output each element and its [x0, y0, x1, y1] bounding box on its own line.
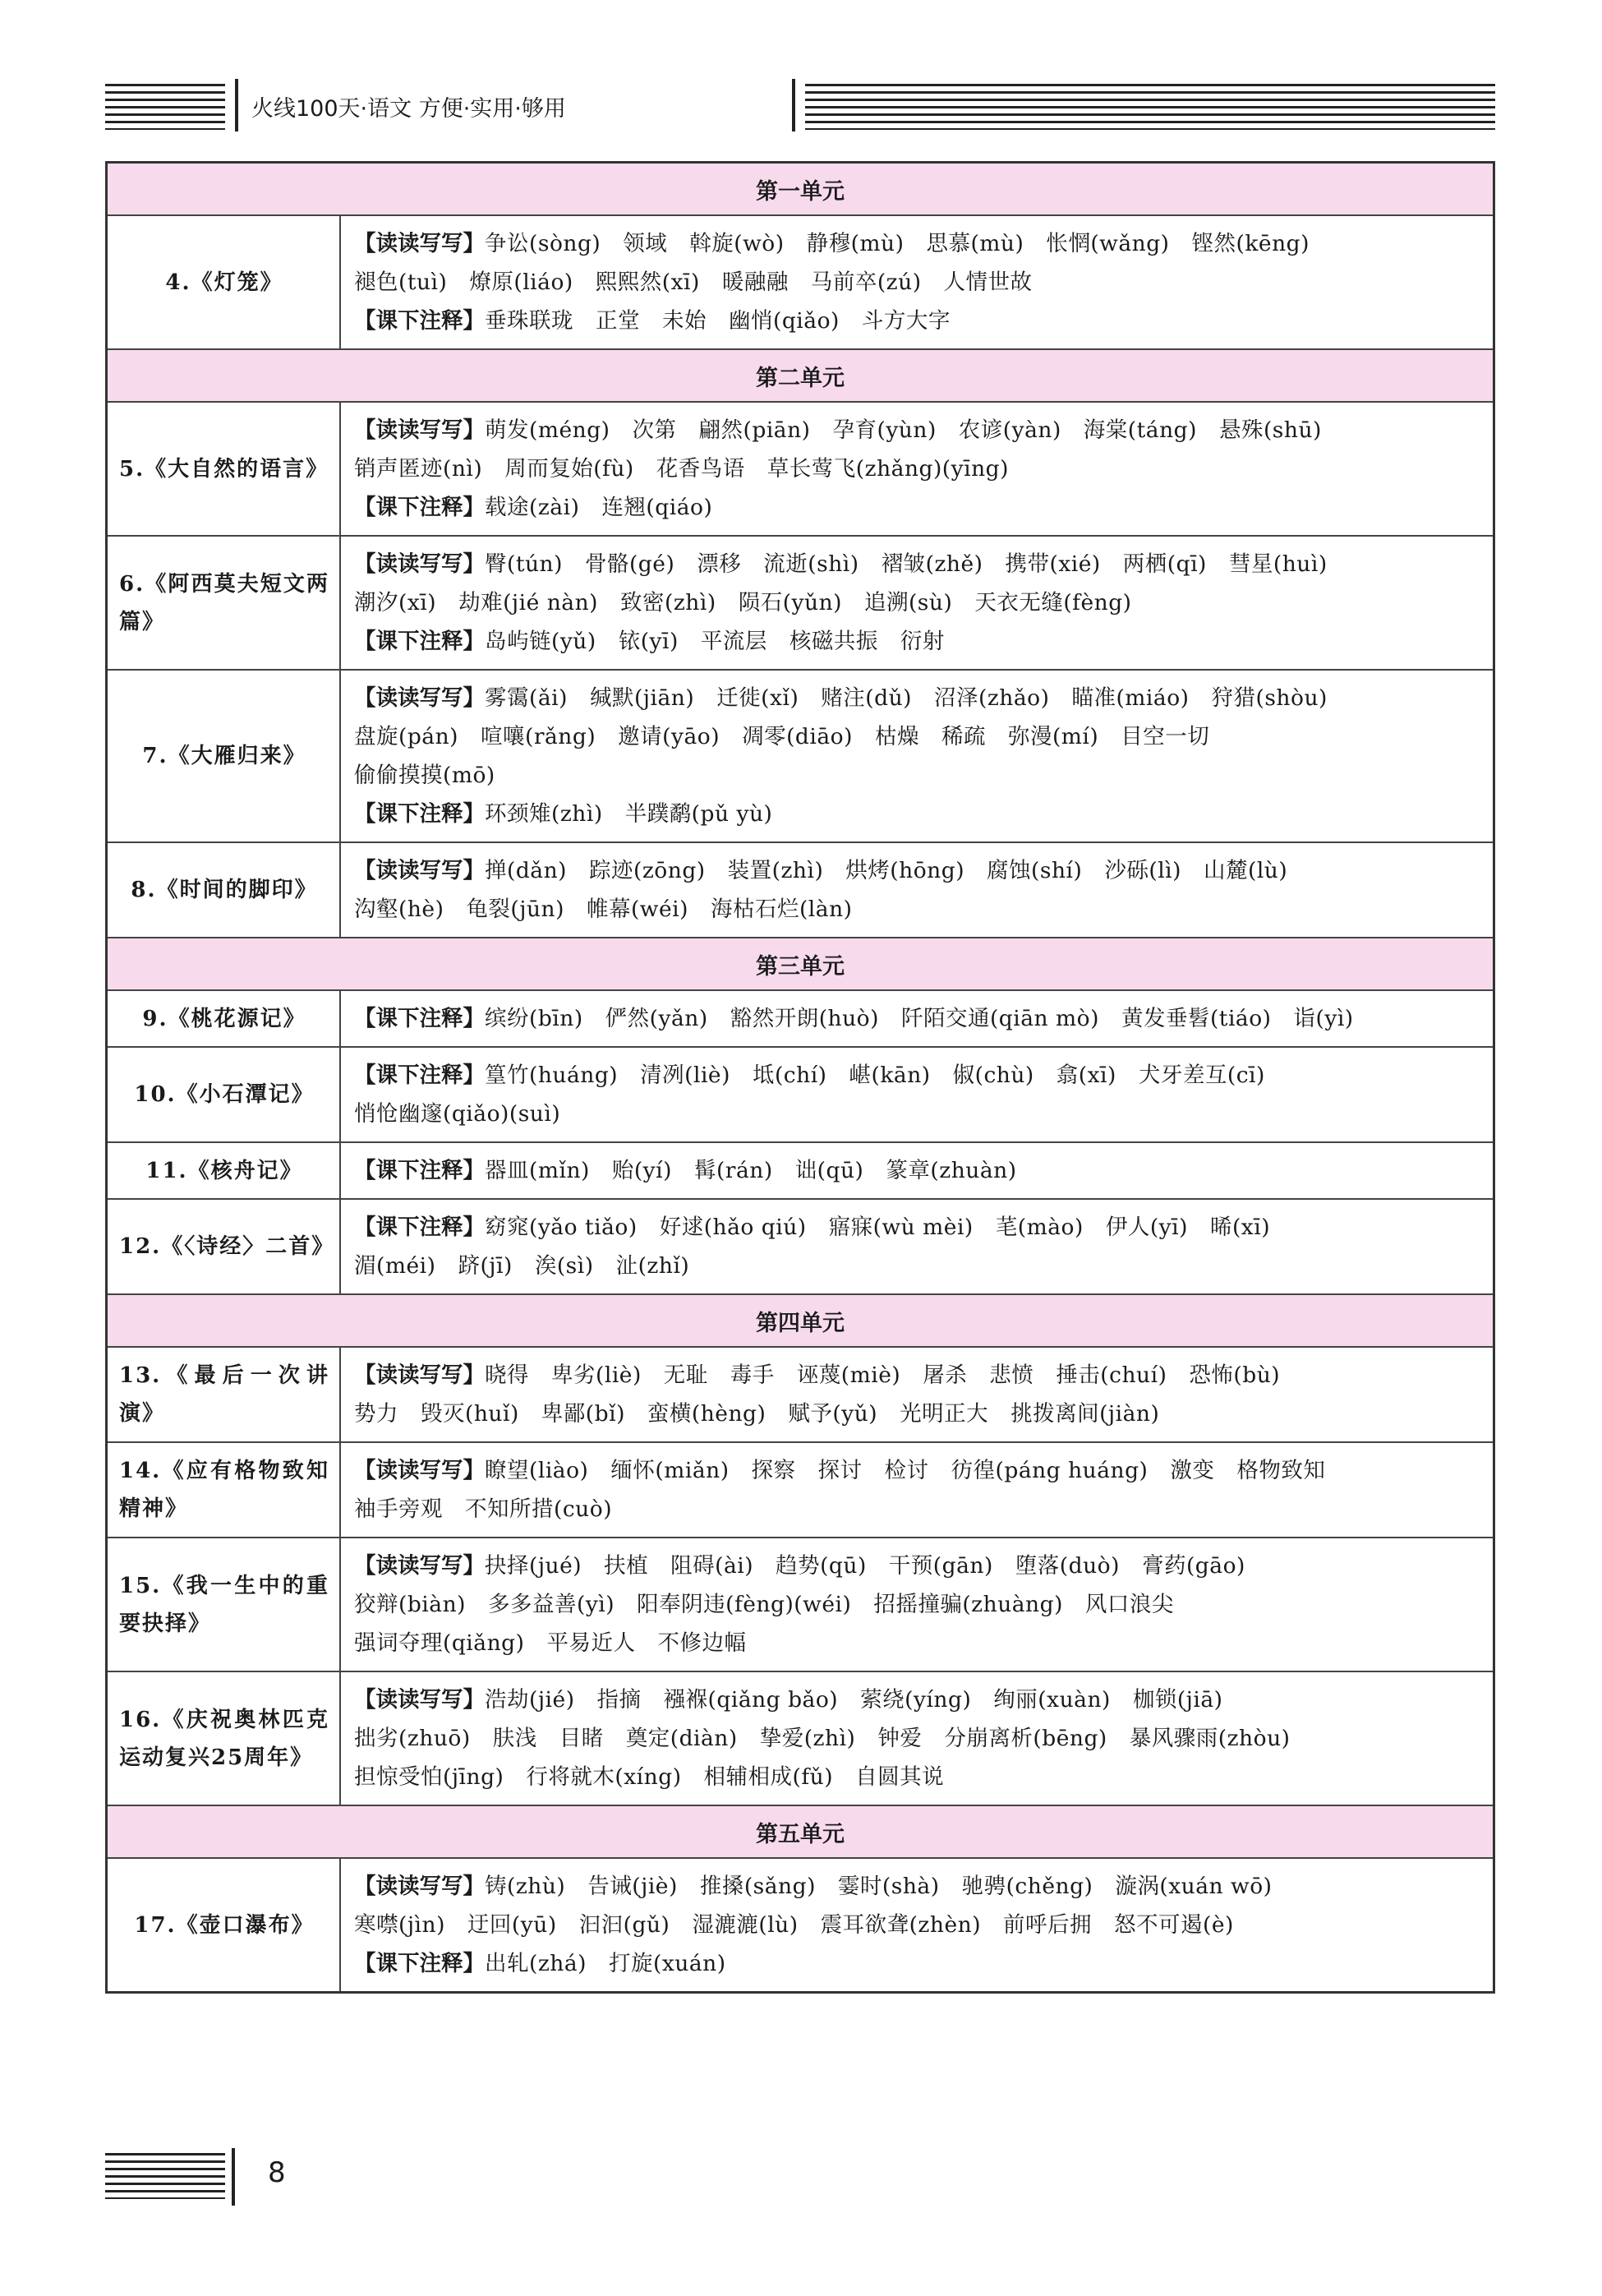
vocab-line: 势力 毁灭(huǐ) 卑鄙(bǐ) 蛮横(hèng) 赋予(yǔ) 光明正大 挑拨离间(jiàn)	[354, 1401, 1160, 1427]
lesson-vocabulary	[341, 1443, 1493, 1537]
vocab-line: 【读读写写】掸(dǎn) 踪迹(zōng) 装置(zhì) 烘烤(hōng) 腐蚀(shí) 沙砾(lì) 山麓(lù)	[354, 858, 1288, 883]
lesson-title: 5.《大自然的语言》	[108, 403, 341, 535]
vocab-line: 销声匿迹(nì) 周而复始(fù) 花香鸟语 草长莺飞(zhǎng)(yīng)	[354, 456, 1009, 482]
lesson-title: 16.《庆祝奥林匹克运动复兴25周年》	[108, 1672, 341, 1805]
vocab-line: 【课下注释】岛屿链(yǔ) 铱(yī) 平流层 核磁共振 衍射	[354, 629, 945, 654]
vocab-line: 【课下注释】环颈雉(zhì) 半蹼鹬(pǔ yù)	[354, 801, 773, 827]
lesson-vocabulary	[341, 1859, 1493, 1991]
vocab-line: 【读读写写】浩劫(jié) 指摘 襁褓(qiǎng bǎo) 萦绕(yíng) 绚丽(xuàn) 枷锁(jiā)	[354, 1687, 1223, 1713]
section-tag: 【读读写写】	[354, 417, 485, 443]
lesson-title: 7.《大雁归来》	[108, 671, 341, 841]
vocab-line: 潮汐(xī) 劫难(jié nàn) 致密(zhì) 陨石(yǔn) 追溯(sù) 天衣无缝(fèng)	[354, 590, 1132, 615]
page-header	[105, 79, 1495, 131]
lesson-row	[108, 1143, 1493, 1200]
section-tag: 【读读写写】	[354, 685, 485, 711]
vocab-line: 【读读写写】争讼(sòng) 领域 斡旋(wò) 静穆(mù) 思慕(mù) 怅惘(wǎng) 铿然(kēng)	[354, 231, 1310, 256]
header-divider	[235, 79, 238, 131]
vocab-line: 【课下注释】垂珠联珑 正堂 未始 幽悄(qiǎo) 斗方大字	[354, 308, 951, 334]
vocab-line: 【课下注释】篁竹(huáng) 清冽(liè) 坻(chí) 嵁(kān) 俶(chù) 翕(xī) 犬牙差互(cī)	[354, 1063, 1265, 1088]
unit-header: 第一单元	[108, 164, 1493, 216]
header-stripe-right	[805, 84, 1495, 130]
unit-header: 第五单元	[108, 1806, 1493, 1859]
unit-header: 第四单元	[108, 1295, 1493, 1348]
vocab-line: 担惊受怕(jīng) 行将就木(xíng) 相辅相成(fǔ) 自圆其说	[354, 1764, 945, 1790]
lesson-title: 9.《桃花源记》	[108, 991, 341, 1046]
header-divider-right	[792, 79, 795, 131]
lesson-row	[108, 1348, 1493, 1443]
lesson-row	[108, 1672, 1493, 1806]
lesson-row	[108, 1200, 1493, 1295]
lesson-row	[108, 216, 1493, 350]
lesson-vocabulary	[341, 671, 1493, 841]
vocab-line: 寒噤(jìn) 迂回(yū) 汩汩(gǔ) 湿漉漉(lù) 震耳欲聋(zhèn) 前呼后拥 怒不可遏(è)	[354, 1912, 1234, 1938]
header-stripe-left	[105, 84, 225, 130]
lesson-title: 8.《时间的脚印》	[108, 843, 341, 937]
vocab-line: 盘旋(pán) 喧嚷(rǎng) 邀请(yāo) 凋零(diāo) 枯燥 稀疏 弥漫(mí) 目空一切	[354, 724, 1210, 749]
lesson-row	[108, 991, 1493, 1048]
vocab-line: 【读读写写】瞭望(liào) 缅怀(miǎn) 探察 探讨 检讨 彷徨(páng huáng) 激变 格物致知	[354, 1458, 1326, 1483]
vocab-line: 【课下注释】器皿(mǐn) 贻(yí) 髯(rán) 诎(qū) 篆章(zhuàn)	[354, 1158, 1017, 1183]
section-tag: 【读读写写】	[354, 1362, 485, 1388]
lesson-row	[108, 1048, 1493, 1143]
section-tag: 【课下注释】	[354, 1063, 485, 1088]
footer-stripe	[105, 2153, 225, 2199]
vocab-line: 【读读写写】晓得 卑劣(liè) 无耻 毒手 诬蔑(miè) 屠杀 悲愤 捶击(chuí) 恐怖(bù)	[354, 1362, 1281, 1388]
lesson-row	[108, 403, 1493, 537]
vocab-line: 【课下注释】出轧(zhá) 打旋(xuán)	[354, 1951, 726, 1976]
section-tag: 【课下注释】	[354, 629, 485, 654]
vocab-line: 【读读写写】萌发(méng) 次第 翩然(piān) 孕育(yùn) 农谚(yàn) 海棠(táng) 悬殊(shū)	[354, 417, 1322, 443]
lesson-vocabulary	[341, 216, 1493, 348]
lesson-row	[108, 1859, 1493, 1991]
footer-divider	[232, 2148, 235, 2206]
section-tag: 【读读写写】	[354, 551, 485, 577]
header-text: 火线100天·语文 方便·实用·够用	[251, 96, 566, 122]
vocab-line: 悄怆幽邃(qiǎo)(suì)	[354, 1101, 561, 1127]
lesson-row	[108, 843, 1493, 938]
lesson-vocabulary	[341, 537, 1493, 669]
section-tag: 【读读写写】	[354, 231, 485, 256]
vocab-line: 袖手旁观 不知所措(cuò)	[354, 1496, 613, 1522]
lesson-vocabulary	[341, 1200, 1493, 1293]
vocab-line: 【读读写写】铸(zhù) 告诫(jiè) 推搡(sǎng) 霎时(shà) 驰骋(chěng) 漩涡(xuán wō)	[354, 1874, 1273, 1899]
section-tag: 【读读写写】	[354, 1458, 485, 1483]
vocab-line: 湄(méi) 跻(jī) 涘(sì) 沚(zhǐ)	[354, 1253, 690, 1279]
vocab-line: 褪色(tuì) 燎原(liáo) 熙熙然(xī) 暖融融 马前卒(zú) 人情世故	[354, 270, 1033, 295]
lesson-vocabulary	[341, 1672, 1493, 1805]
lesson-vocabulary	[341, 1143, 1493, 1198]
vocab-line: 【读读写写】臀(tún) 骨骼(gé) 漂移 流逝(shì) 褶皱(zhě) 携带(xié) 两栖(qī) 彗星(huì)	[354, 551, 1328, 577]
section-tag: 【读读写写】	[354, 1687, 485, 1713]
lesson-title: 11.《核舟记》	[108, 1143, 341, 1198]
lesson-title: 4.《灯笼》	[108, 216, 341, 348]
section-tag: 【课下注释】	[354, 1006, 485, 1031]
lesson-row	[108, 1443, 1493, 1538]
unit-header: 第三单元	[108, 938, 1493, 991]
section-tag: 【课下注释】	[354, 1951, 485, 1976]
lesson-title: 15.《我一生中的重要抉择》	[108, 1538, 341, 1671]
lesson-row	[108, 671, 1493, 843]
section-tag: 【读读写写】	[354, 1874, 485, 1899]
vocab-line: 【读读写写】雾霭(ǎi) 缄默(jiān) 迁徙(xǐ) 赌注(dǔ) 沼泽(zhǎo) 瞄准(miáo) 狩猎(shòu)	[354, 685, 1328, 711]
lesson-vocabulary	[341, 991, 1493, 1046]
vocab-line: 沟壑(hè) 龟裂(jūn) 帷幕(wéi) 海枯石烂(làn)	[354, 897, 853, 922]
lesson-vocabulary	[341, 843, 1493, 937]
vocab-line: 强词夺理(qiǎng) 平易近人 不修边幅	[354, 1630, 747, 1656]
lesson-title: 10.《小石潭记》	[108, 1048, 341, 1141]
vocab-line: 【课下注释】载途(zài) 连翘(qiáo)	[354, 495, 713, 520]
section-tag: 【读读写写】	[354, 1553, 485, 1579]
lesson-title: 13.《最后一次讲演》	[108, 1348, 341, 1441]
lesson-title: 12.《〈诗经〉二首》	[108, 1200, 341, 1293]
lesson-title: 6.《阿西莫夫短文两篇》	[108, 537, 341, 669]
lesson-title: 17.《壶口瀑布》	[108, 1859, 341, 1991]
section-tag: 【课下注释】	[354, 1215, 485, 1240]
page-number: 8	[268, 2156, 286, 2189]
page-footer	[105, 2148, 434, 2206]
lesson-vocabulary	[341, 403, 1493, 535]
section-tag: 【课下注释】	[354, 801, 485, 827]
lesson-vocabulary	[341, 1348, 1493, 1441]
vocab-line: 【读读写写】抉择(jué) 扶植 阻碍(ài) 趋势(qū) 干预(gān) 堕落(duò) 膏药(gāo)	[354, 1553, 1245, 1579]
lesson-vocabulary	[341, 1538, 1493, 1671]
vocab-line: 狡辩(biàn) 多多益善(yì) 阳奉阴违(fèng)(wéi) 招摇撞骗(zhuàng) 风口浪尖	[354, 1592, 1174, 1617]
section-tag: 【课下注释】	[354, 1158, 485, 1183]
vocab-line: 【课下注释】窈窕(yǎo tiǎo) 好逑(hǎo qiú) 寤寐(wù mèi) 芼(mào) 伊人(yī) 晞(xī)	[354, 1215, 1271, 1240]
section-tag: 【读读写写】	[354, 858, 485, 883]
section-tag: 【课下注释】	[354, 308, 485, 334]
lesson-title: 14.《应有格物致知精神》	[108, 1443, 341, 1537]
vocab-line: 偷偷摸摸(mō)	[354, 763, 495, 788]
vocab-line: 【课下注释】缤纷(bīn) 俨然(yǎn) 豁然开朗(huò) 阡陌交通(qiān mò) 黄发垂髫(tiáo) 诣(yì)	[354, 1006, 1354, 1031]
section-tag: 【课下注释】	[354, 495, 485, 520]
lesson-row	[108, 1538, 1493, 1672]
vocab-line: 拙劣(zhuō) 肤浅 目睹 奠定(diàn) 挚爱(zhì) 钟爱 分崩离析(bēng) 暴风骤雨(zhòu)	[354, 1726, 1291, 1751]
lesson-vocabulary	[341, 1048, 1493, 1141]
vocabulary-table	[105, 161, 1495, 1994]
lesson-row	[108, 537, 1493, 671]
unit-header: 第二单元	[108, 350, 1493, 403]
